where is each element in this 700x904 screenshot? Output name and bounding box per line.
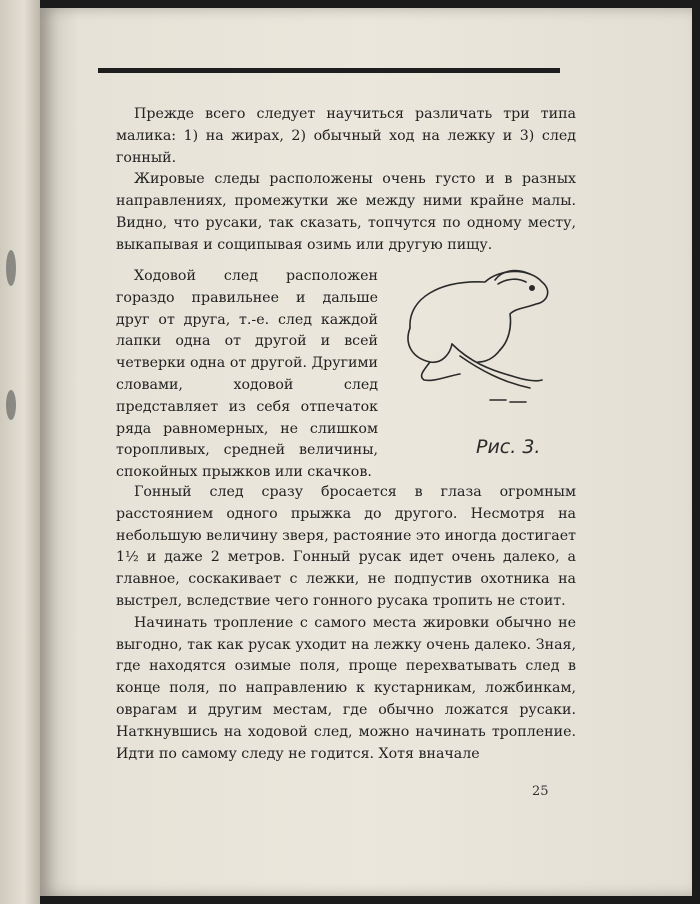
paragraph: Ходовой след расположен гораздо правильнее и дальше друг от друга, т.-е. след каждой лапки одна от другой и всей четверки одна от другой. Другими словами, ходовой след представляет из себя отпечаток ряда равномерных, не слишком торопливых, средней величины, спокойных прыжков или скачков. bbox=[116, 268, 378, 481]
print-mark bbox=[6, 250, 16, 286]
paragraph: Прежде всего следует научиться различать три типа малика: 1) на жирах, 2) обычный ход на лежку и 3) след гонный. bbox=[116, 106, 576, 166]
book-page bbox=[40, 8, 692, 896]
print-mark bbox=[6, 390, 16, 420]
header-rule bbox=[98, 68, 560, 73]
previous-page-edge bbox=[0, 0, 40, 904]
figure-caption: Рис. 3. bbox=[476, 436, 541, 458]
page-number: 25 bbox=[532, 784, 549, 799]
hare-icon bbox=[390, 258, 560, 418]
text-block-top bbox=[116, 104, 576, 257]
paragraph: Жировые следы расположены очень густо и в разных направлениях, промежутки же между ними крайне малы. Видно, что русаки, так сказать, топчутся по одному месту, выкапывая и сощипывая озимь или другую пищу. bbox=[116, 171, 576, 253]
text-block-bottom bbox=[116, 482, 576, 765]
paragraph: Гонный след сразу бросается в глаза огромным расстоянием одного прыжка до другого. Несмотря на небольшую величину зверя, растояние это иногда достигает 1½ и даже 2 метров. Гонный русак идет очень далеко, а главное, соскакивает с лежки, не подпустив охотника на выстрел, вследствие чего гонного русака тропить не стоит. bbox=[116, 484, 576, 609]
paragraph: Начинать тропление с самого места жировки обычно не выгодно, так как русак уходит на лежку очень далеко. Зная, где находятся озимые поля, проще перехватывать след в конце поля, по направлению к кустарникам, ложбинкам, оврагам и другим местам, где обычно ложатся русаки. Наткнувшись на ходовой след, можно начинать тропление. Идти по самому следу не годится. Хотя вначале bbox=[116, 614, 576, 762]
text-block-left bbox=[116, 266, 378, 484]
